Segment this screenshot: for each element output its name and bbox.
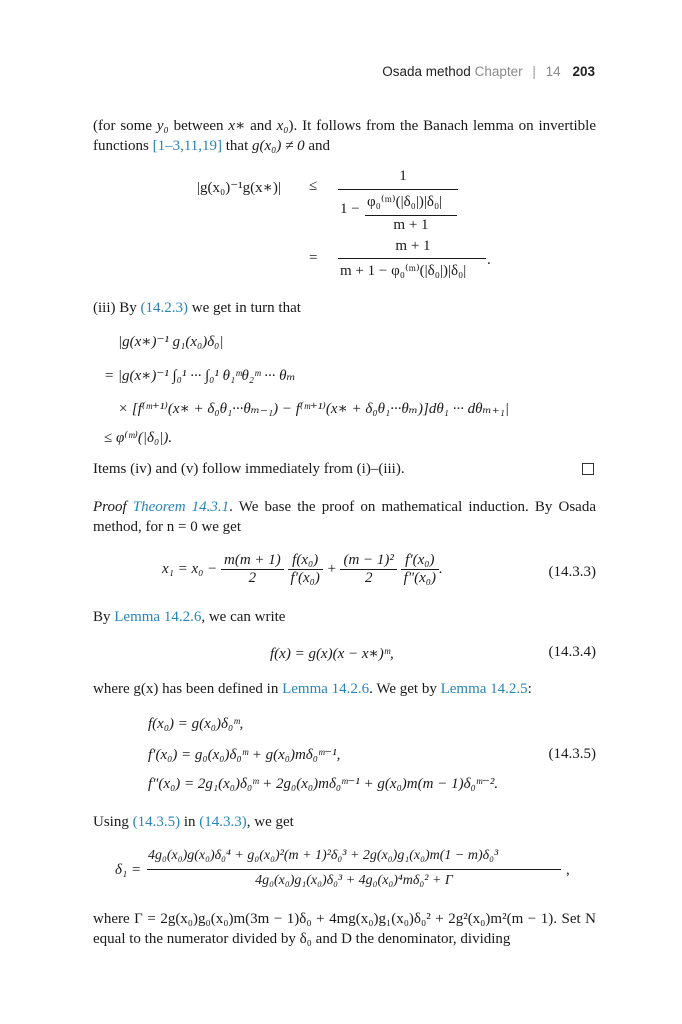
fraction [401,552,439,587]
eq-delta-num: 4g₀(x₀)g(x₀)δ₀⁴ + g₀(x₀)²(m + 1)²δ₀³ + 2g(x₀)g₁(x₀)m(1 − m)δ₀³ [148,848,499,863]
fraction [288,552,323,587]
frac-den: 2 [340,569,396,587]
equation-ref-link[interactable]: (14.3.3) [199,814,247,830]
eq-delta-den: 4g₀(x₀)g₁(x₀)δ₀³ + 4g₀(x₀)⁴mδ₀² + Γ [255,873,453,888]
paragraph-iii [93,298,596,318]
math-inline: g(x₀) ≠ 0 [252,138,305,154]
header-separator: | [532,64,536,79]
eq-bound-rel-le: ≤ [309,178,318,194]
fraction-bar [338,189,458,190]
eq-end: . [438,560,443,577]
text-span: Items (iv) and (v) follow immediately from (i)–(iii). [93,461,405,477]
eq-chain-line2: = |g(x∗)⁻¹ ∫₀¹ ··· ∫₀¹ θ₁ᵐθ₂ᵐ ··· θₘ [104,368,296,384]
text-span: : [527,681,532,697]
fraction-bar [338,258,486,259]
eq-bound-inner-lead: 1 − [340,201,360,217]
eq-1433-lhs: x₁ = x₀ − [162,560,218,577]
equation-number: (14.3.5) [548,746,596,762]
text-span: in [180,814,200,830]
eq-bound-num2: m + 1 [395,238,431,254]
eq-delta-end: , [566,862,570,878]
text-span: we get in turn that [188,300,301,316]
fraction-bar [147,869,561,870]
eq-1435-line2: f′(x₀) = g₀(x₀)δ₀ᵐ + g(x₀)mδ₀ᵐ⁻¹, [148,747,341,763]
fraction [221,552,284,587]
text-span: and [245,118,277,134]
paragraph-items [93,459,596,479]
text-span: , we get [246,814,294,830]
eq-1435-line3: f″(x₀) = 2g₁(x₀)δ₀ᵐ + 2g₀(x₀)mδ₀ᵐ⁻¹ + g(x₀)m(m − 1)δ₀ᵐ⁻². [148,776,499,792]
math-inline: x₀ [276,118,289,134]
citation-link[interactable]: [1–3,11,19] [152,138,223,154]
text-span: where Γ = 2g(x₀)g₀(x₀)m(3m − 1)δ₀ + 4mg(x₀)g₁(x₀)δ₀² + 2g²(x₀)m²(m − 1). Set N equal to the numerator divided by δ₀ and D the denominator, dividing [93,911,596,947]
frac-den: 2 [221,569,284,587]
lemma-ref-link[interactable]: Lemma 14.2.6 [114,609,202,625]
frac-num: m(m + 1) [224,552,281,568]
paragraph-using [93,812,596,832]
eq-bound-num1: 1 [399,168,407,184]
eq-plus: + [326,560,337,577]
page-number: 203 [572,64,595,79]
frac-num: f(x₀) [292,552,319,568]
eq-chain-line3: × [f⁽ᵐ⁺¹⁾(x∗ + δ₀θ₁···θₘ₋₁) − f⁽ᵐ⁺¹⁾(x∗ + δ₀θ₁···θₘ)]dθ₁ ··· dθₘ₊₁| [118,401,509,417]
math-inline: x∗ [228,118,246,134]
text-span: . We base the proof on mathematical induction. By Osada method, for n = 0 we get [93,499,596,535]
eq-1433 [162,552,443,587]
frac-num: f′(x₀) [405,552,435,568]
header-chapter-label: Chapter [474,64,523,79]
frac-num: (m − 1)² [343,552,394,568]
eq-bound-den2: m + 1 − φ₀⁽ᵐ⁾(|δ₀|)|δ₀| [340,263,467,279]
text-span: (iii) By [93,300,141,316]
text-span: ). It follows from the Banach lemma on invertible functions [93,118,596,154]
equation-number: (14.3.4) [548,644,596,660]
paragraph-where [93,679,596,699]
math-inline: y₀ [156,118,169,134]
eq-delta-lhs: δ₁ = [115,862,142,878]
paragraph-banach [93,116,596,156]
eq-1434: f(x) = g(x)(x − x∗)ᵐ, [270,646,394,662]
eq-bound-inner-num: φ₀⁽ᵐ⁾(|δ₀|)|δ₀| [367,194,443,210]
equation-number: (14.3.3) [548,564,596,580]
fraction [340,552,396,587]
proof-label: Proof [93,499,127,515]
eq-bound-inner-den: m + 1 [393,217,429,233]
equation-ref-link[interactable]: (14.2.3) [140,300,188,316]
eq-bound-end: . [487,252,491,268]
paragraph-gamma [93,909,596,949]
text-span: . We get by [369,681,441,697]
running-header [382,64,595,79]
theorem-ref-link[interactable]: Theorem 14.3.1 [132,499,230,515]
eq-1435-line1: f(x₀) = g(x₀)δ₀ᵐ, [148,716,244,732]
equation-ref-link[interactable]: (14.3.5) [132,814,181,830]
text-span: (for some [93,118,157,134]
text-span: and [304,138,331,154]
fraction-bar [365,215,457,216]
paragraph-lemma [93,607,596,627]
eq-bound-lhs: |g(x₀)⁻¹g(x∗)| [197,180,281,196]
frac-den: f″(x₀) [401,569,439,587]
frac-den: f′(x₀) [288,569,323,587]
text-span: where g(x) has been defined in [93,681,283,697]
text-span: Using [93,814,133,830]
header-chapter-number: 14 [545,64,561,79]
text-span: that [222,138,253,154]
eq-chain-line4: ≤ φ⁽ᵐ⁾(|δ₀|). [104,430,173,446]
lemma-ref-link[interactable]: Lemma 14.2.6 [282,681,370,697]
eq-chain-line1: |g(x∗)⁻¹ g₁(x₀)δ₀| [118,334,224,350]
eq-bound-rel-eq: = [309,250,318,266]
header-title: Osada method [382,64,471,79]
text-span: By [93,609,115,625]
qed-box-icon [582,463,594,475]
lemma-ref-link[interactable]: Lemma 14.2.5 [440,681,528,697]
text-span: , we can write [201,609,286,625]
text-span: between [168,118,229,134]
paragraph-proof [93,497,596,537]
